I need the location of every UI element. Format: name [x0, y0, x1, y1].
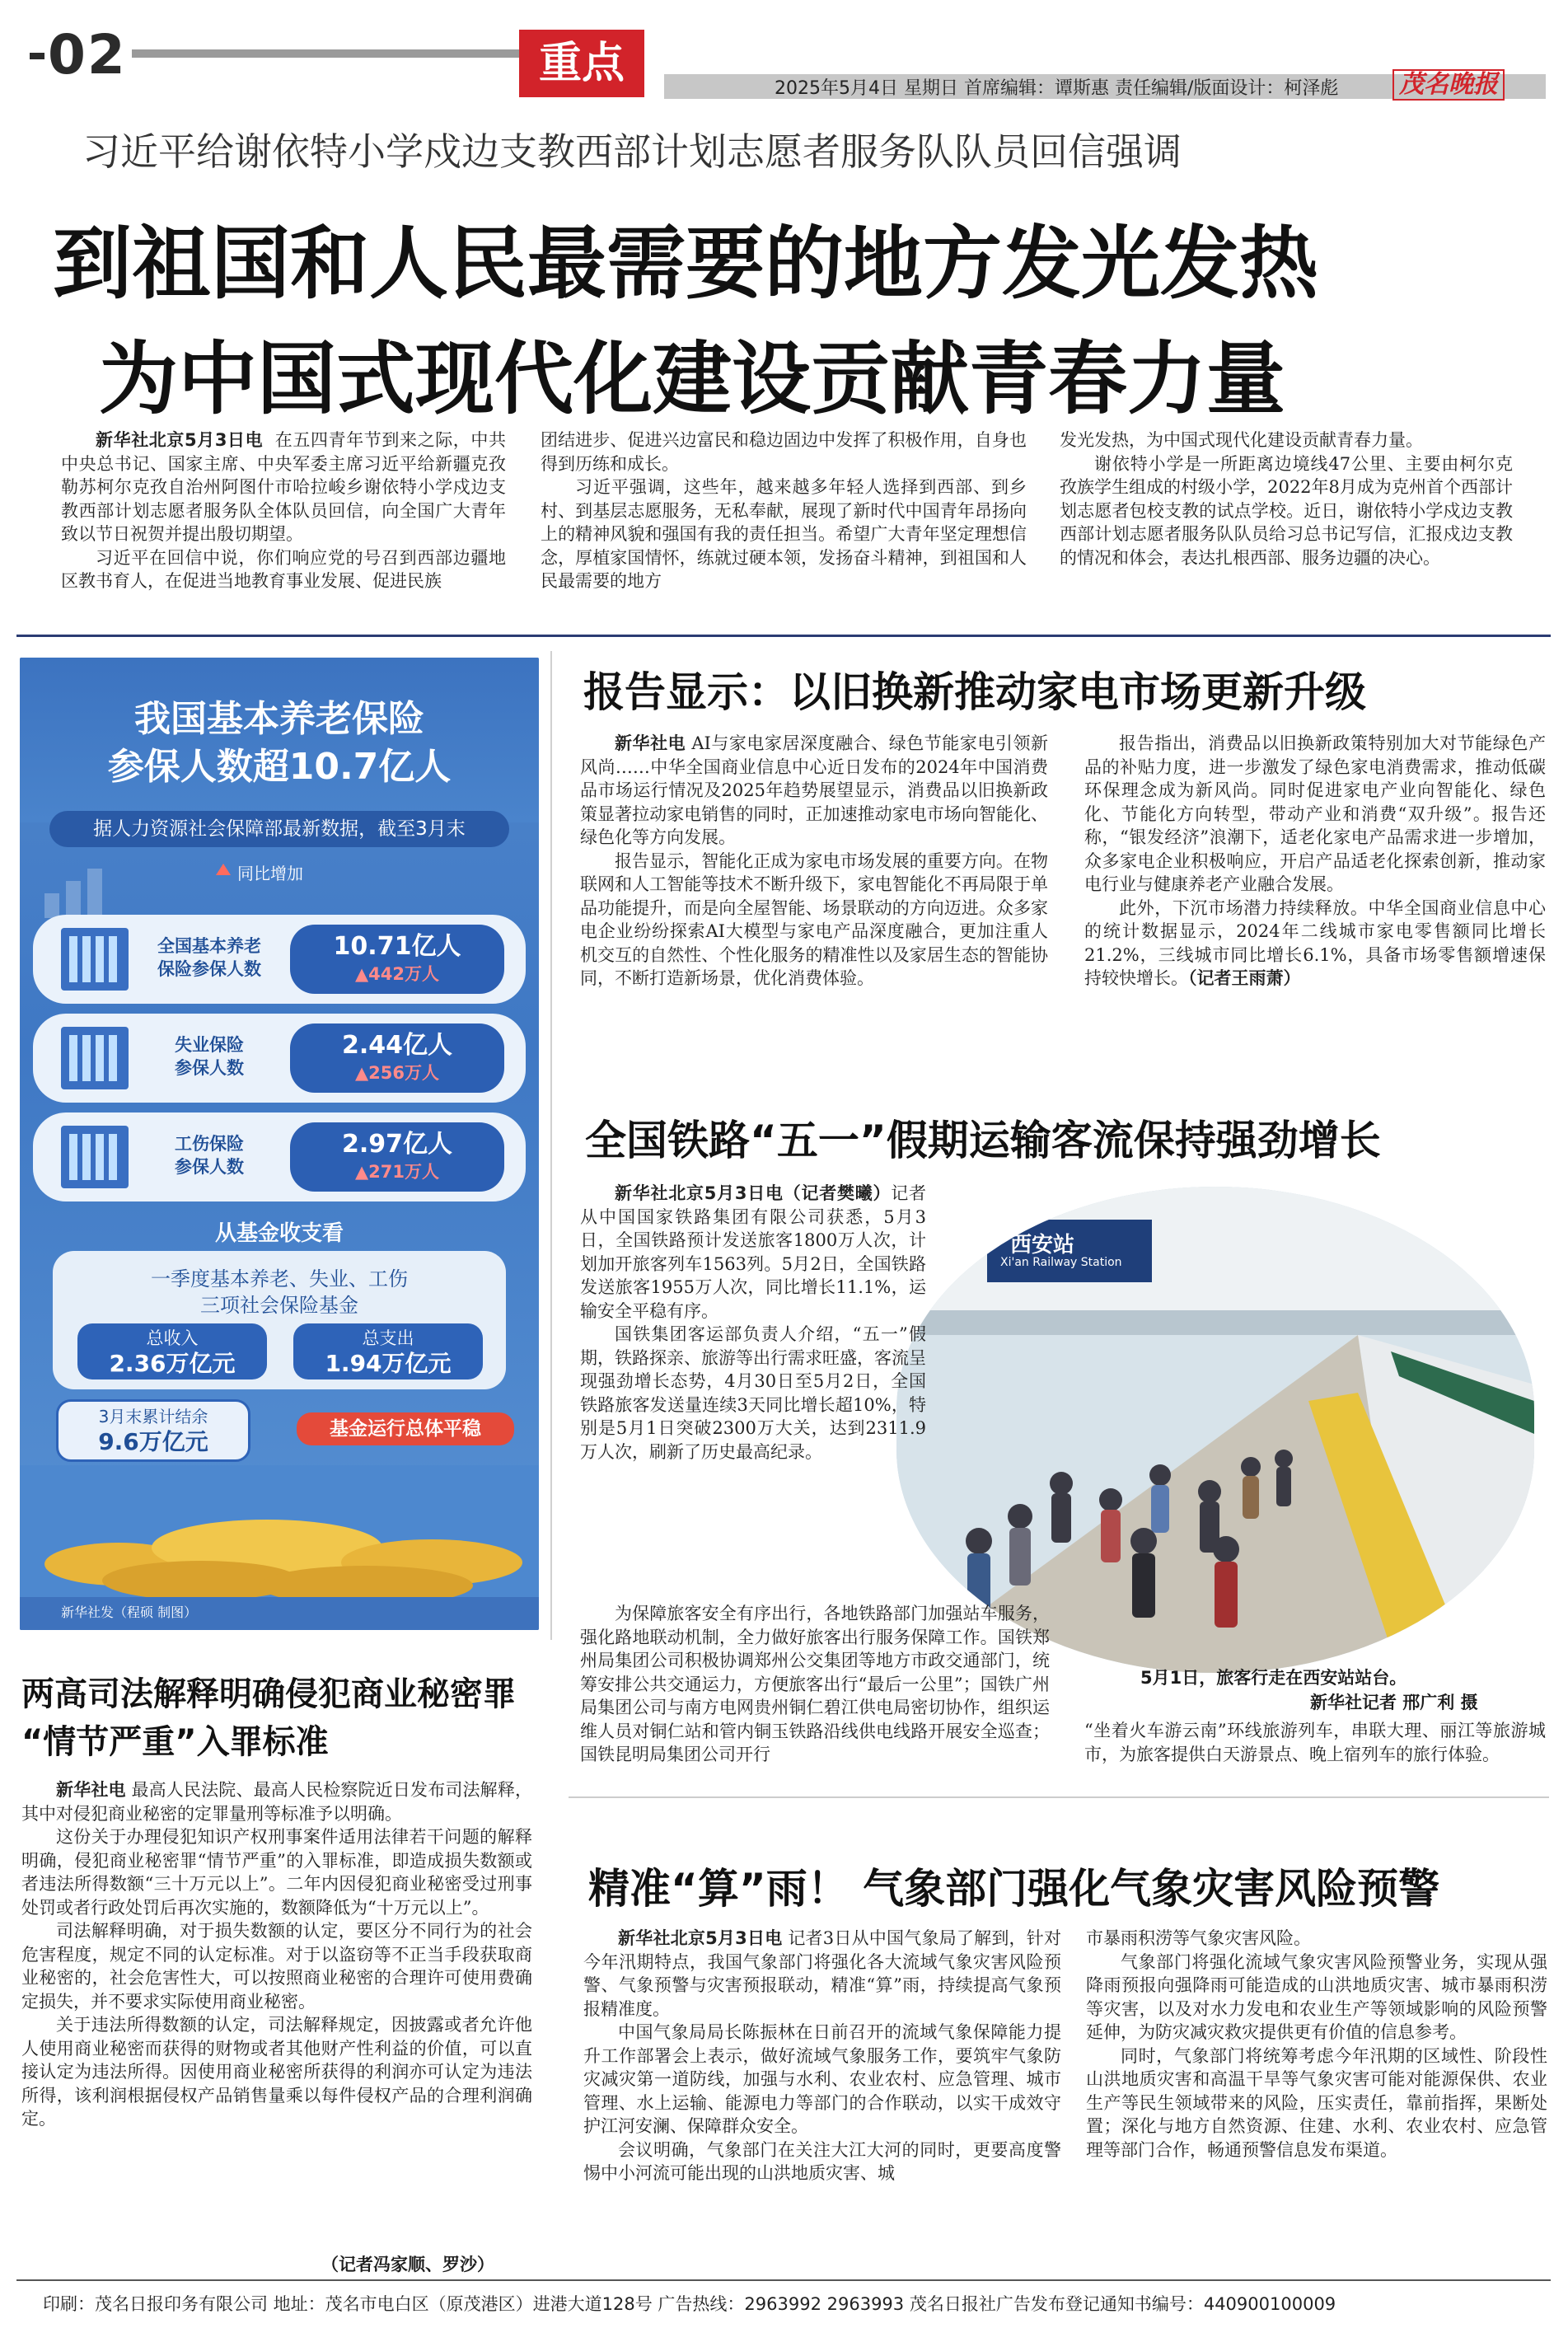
unemployment-value: 2.44亿人 — [341, 1031, 453, 1060]
info-credit: 新华社发（程硕 制图） — [61, 1604, 198, 1620]
weather-para-4: 市暴雨积涝等气象灾害风险。 — [1086, 1928, 1311, 1948]
weather-para-5: 气象部门将强化流域气象灾害风险预警业务，实现从强降雨预报向强降雨可能造成的山洪地质灾害、城市暴雨积涝等灾害，以及对水力发电和农业生产等领域影响的风险预警延伸，为防灾减灾救灾提供更有价值的信息参考。 — [1086, 1951, 1547, 2042]
info-title-1: 我国基本养老保险 — [134, 698, 424, 740]
increase-tag-arrow — [216, 864, 231, 875]
appliance-dateline: 新华社电 — [615, 733, 686, 753]
weather-col-2 — [1086, 1927, 1547, 2162]
trade-secret-para-1: 最高人民法院、最高人民检察院近日发布司法解释，其中对侵犯商业秘密的定罪量刑等标准予以明确。 — [21, 1780, 532, 1824]
building-icon — [61, 1027, 129, 1089]
appliance-para-4: 此外，下沉市场潜力持续释放。中华全国商业信息中心的统计数据显示，2024年二线城市家电零售额同比增长21.2%，三线城市同比增长6.1%，具备市场零售额增速保持较快增长。 — [1084, 897, 1546, 988]
increase-tag: 同比增加 — [237, 864, 303, 883]
unemployment-label-1: 失业保险 — [175, 1035, 244, 1055]
footer-text: 印刷：茂名日报印务有限公司 地址：茂名市电白区（原茂港区）进港大道128号 广告热线：2963992 2963993 茂名日报社广告发布登记通知书编号：440900100009 — [43, 2294, 1336, 2314]
pension-card — [33, 915, 526, 1004]
injury-value: 2.97亿人 — [341, 1130, 453, 1159]
appliance-headline: 报告显示：以旧换新推动家电市场更新升级 — [583, 668, 1366, 716]
injury-label-1: 工伤保险 — [175, 1134, 244, 1154]
appliance-col-1 — [580, 732, 1048, 991]
lead-headline-2: 为中国式现代化建设贡献青春力量 — [99, 333, 1285, 425]
income-value: 2.36万亿元 — [109, 1350, 236, 1377]
injury-card — [33, 1112, 526, 1201]
balance-pill — [56, 1399, 250, 1462]
lead-divider — [16, 635, 1551, 637]
lead-dateline: 新华社北京5月3日电 — [96, 430, 264, 450]
income-label: 总收入 — [146, 1328, 199, 1348]
lead-para-5: 发光发热，为中国式现代化建设贡献青春力量。 — [1060, 430, 1423, 450]
lead-para-2: 习近平在回信中说，你们响应党的号召到西部边疆地区教书育人，在促进当地教育事业发展、促进民族 — [61, 547, 506, 591]
appliance-para-1: AI与家电家居深度融合、绿色节能家电引领新风尚……中华全国商业信息中心近日发布的2024年中国消费品市场运行情况及2025年趋势展望显示，消费品以旧换新政策显著拉动家电销售的同时，正加速推动家电市场向智能化、绿色化等方向发展。 — [580, 733, 1048, 847]
weather-para-2: 中国气象局局长陈振林在日前召开的流域气象保障能力提升工作部署会上表示，做好流域气象服务工作，要筑牢气象防灾减灾第一道防线，加强与水利、农业农村、应急管理、城市管理、水上运输、能源电力等部门的合作联动，以实干成效守护江河安澜、保障群众安全。 — [583, 2022, 1061, 2136]
pension-increase: ▲442万人 — [355, 964, 439, 984]
railway-dateline: 新华社北京5月3日电（记者樊曦） — [615, 1183, 892, 1203]
photo-caption: 5月1日，旅客行走在西安站站台。 — [1140, 1668, 1407, 1688]
railway-para-2: 国铁集团客运部负责人介绍，“五一”假期，铁路探亲、旅游等出行需求旺盛，客流呈现强劲增长态势，4月30日至5月2日，全国铁路旅客发送量连续3天同比增长超10%，特别是5月1日突破2300万大关，达到2311.9万人次，刷新了历史最高纪录。 — [580, 1324, 926, 1462]
lead-col-3 — [1060, 429, 1513, 569]
expense-label: 总支出 — [362, 1328, 414, 1348]
pension-label-2: 保险参保人数 — [157, 959, 261, 979]
info-title-2: 参保人数超10.7亿人 — [107, 746, 452, 788]
unemployment-value-box — [290, 1023, 504, 1093]
page-number-dash — [30, 53, 44, 59]
weather-headline: 精准“算”雨！ 气象部门强化气象灾害风险预警 — [588, 1865, 1440, 1913]
expense-value: 1.94万亿元 — [325, 1350, 452, 1377]
railway-headline: 全国铁路“五一”假期运输客流保持强劲增长 — [585, 1117, 1381, 1164]
pension-infographic — [20, 658, 539, 1630]
weather-col-1 — [583, 1927, 1061, 2185]
station-platform-image — [896, 1187, 1534, 1673]
injury-value-box — [290, 1122, 504, 1192]
appliance-byline: （记者王雨萧） — [1188, 968, 1301, 988]
railway-para-4: “坐着火车游云南”环线旅游列车，串联大理、丽江等旅游城市，为旅客提供白天游景点、晚上宿列车的旅行体验。 — [1084, 1721, 1546, 1764]
lead-para-4: 习近平强调，这些年，越来越多年轻人选择到西部、到乡村、到基层志愿服务，无私奉献，展现了新时代中国青年昂扬向上的精神风貌和强国有我的责任担当。希望广大青年坚定理想信念，厚植家国情怀，练就过硬本领，发扬奋斗精神，到祖国和人民最需要的地方 — [541, 477, 1027, 591]
unemployment-label-2: 参保人数 — [175, 1058, 244, 1078]
column-divider — [550, 651, 552, 1640]
info-bars-decoration — [44, 860, 176, 918]
railway-text-2 — [580, 1602, 1050, 1767]
header-rule-left — [132, 49, 544, 58]
section-tag: 重点 — [519, 30, 644, 97]
page-number: 02 — [48, 23, 127, 87]
weather-dateline: 新华社北京5月3日电 — [618, 1928, 783, 1948]
lead-para-3: 团结进步、促进兴边富民和稳边固边中发挥了积极作用，自身也得到历练和成长。 — [541, 430, 1027, 474]
footer-rule — [16, 2279, 1551, 2281]
weather-para-6: 同时，气象部门将统筹考虑今年汛期的区域性、阶段性山洪地质灾害和高温干旱等气象灾害可能对能源保供、农业生产等民生领域带来的风险，压实责任，靠前指挥，果断处置；深化与地方自然资源、住建、水利、农业农村、应急管理等部门合作，畅通预警信息发布渠道。 — [1086, 2045, 1547, 2160]
pension-label-1: 全国基本养老 — [157, 936, 261, 956]
weather-para-3: 会议明确，气象部门在关注大江大河的同时，更要高度警惕中小河流可能出现的山洪地质灾害、城 — [583, 2139, 1061, 2183]
lead-para-1: 在五四青年节到来之际，中共中央总书记、国家主席、中央军委主席习近平给新疆克孜勒苏柯尔克孜自治州阿图什市哈拉峻乡谢依特小学戍边支教西部计划志愿者服务队全体队员回信，向全国广大青年致以节日祝贺并提出殷切期望。 — [61, 430, 506, 544]
appliance-para-2: 报告显示，智能化正成为家电市场发展的重要方向。在物联网和人工智能等技术不断升级下，家电智能化不再局限于单品功能提升，而是向全屋智能、场景联动的方向迈进。众多家电企业纷纷探索AI大模型与家电产品深度融合，更加注重人机交互的自然性、个性化服务的精准性以及家居生态的智能协同，不断打造新场景，优化消费体验。 — [580, 850, 1048, 988]
fund-heading: 从基金收支看 — [214, 1221, 344, 1246]
trade-secret-byline: （记者冯家顺、罗沙） — [321, 2255, 494, 2274]
trade-secret-para-2: 这份关于办理侵犯知识产权刑事案件适用法律若干问题的解释明确，侵犯商业秘密罪“情节严重”的入罪标准，即造成损失数额或者违法所得数额“三十万元以上”。二年内因侵犯商业秘密受过刑事处罚或者行政处罚后再次实施的，数额降低为“十万元以上”。 — [21, 1827, 532, 1918]
fund-box — [53, 1251, 506, 1389]
lead-col-2 — [541, 429, 1027, 593]
header-info: 2025年5月4日 星期日 首席编辑：谭斯惠 责任编辑/版面设计：柯泽彪 — [775, 78, 1339, 99]
lead-col-1 — [61, 429, 506, 593]
railway-tail — [1084, 1719, 1546, 1766]
trade-secret-dateline: 新华社电 — [56, 1780, 126, 1800]
income-pill — [77, 1323, 267, 1379]
unemployment-increase: ▲256万人 — [355, 1063, 439, 1083]
photo-credit: 新华社记者 邢广利 摄 — [1310, 1693, 1478, 1712]
building-icon — [61, 1126, 129, 1188]
lead-para-6: 谢依特小学是一所距离边境线47公里、主要由柯尔克孜族学生组成的村级小学，2022年8月成为克州首个西部计划志愿者包校支教的试点学校。近日，谢依特小学戍边支教西部计划志愿者服务队队员给习总书记写信，汇报戍边支教的情况和体会，表达扎根西部、服务边疆的决心。 — [1060, 453, 1513, 568]
trade-secret-para-3: 司法解释明确，对于损失数额的认定，要区分不同行为的社会危害程度，规定不同的认定标准。对于以盗窃等不正当手段获取商业秘密的，社会危害性大，可以按照商业秘密的合理许可使用费确定损失，并不要求实际使用商业秘密。 — [21, 1921, 532, 2012]
appliance-para-3: 报告指出，消费品以旧换新政策特别加大对节能绿色产品的补贴力度，进一步激发了绿色家电消费需求，推动低碳环保理念成为新风尚。同时促进家电产业向智能化、绿色化、节能化方向转型，带动产业和消费“双升级”。报告还称，“银发经济”浪潮下，适老化家电产品需求进一步增加，众多家电企业积极响应，开启产品适老化探索创新，推动家电行业与健康养老产业融合发展。 — [1084, 733, 1546, 894]
trade-secret-headline-1: 两高司法解释明确侵犯商业秘密罪 — [21, 1675, 516, 1713]
weather-divider — [569, 1796, 1549, 1798]
balance-value: 9.6万亿元 — [98, 1428, 208, 1455]
injury-label-2: 参保人数 — [175, 1157, 244, 1177]
fund-desc-1: 一季度基本养老、失业、工伤 — [151, 1267, 408, 1290]
unemployment-card — [33, 1014, 526, 1103]
railway-text — [580, 1182, 926, 1464]
lead-headline-1: 到祖国和人民最需要的地方发光发热 — [53, 218, 1318, 310]
station-sign: 西安站 — [1010, 1233, 1075, 1258]
building-icon — [61, 928, 129, 991]
fund-desc-2: 三项社会保险基金 — [200, 1294, 358, 1317]
trade-secret-headline-2: “情节严重”入罪标准 — [21, 1723, 329, 1761]
trade-secret-para-4: 关于违法所得数额的认定，司法解释规定，因披露或者允许他人使用商业秘密而获得的财物或者其他财产性利益的价值，可以直接认定为违法所得。因使用商业秘密所获得的利润亦可认定为违法所得，该利润根据侵权产品销售量乘以每件侵权产品的合理利润确定。 — [21, 2015, 532, 2129]
appliance-col-2 — [1084, 732, 1546, 991]
stable-badge: 基金运行总体平稳 — [297, 1412, 514, 1445]
info-subtitle: 据人力资源社会保障部最新数据，截至3月末 — [49, 811, 509, 847]
brand-logo: 茂名晚报 — [1392, 69, 1505, 101]
trade-secret-body — [21, 1778, 532, 2131]
pension-value-box — [290, 925, 504, 994]
weather-para-1: 记者3日从中国气象局了解到，针对今年汛期特点，我国气象部门将强化各大流域气象灾害风险预警、气象预警与灾害预报联动，精准“算”雨，持续提高气象预报精准度。 — [583, 1928, 1061, 2019]
railway-para-3: 为保障旅客安全有序出行，各地铁路部门加强站车服务，强化路地联动机制，全力做好旅客出行服务保障工作。国铁郑州局集团公司积极协调郑州公交集团等地方市政交通部门，统筹安排公共交通运力，方便旅客出行“最后一公里”；国铁广州局集团公司与南方电网贵州铜仁碧江供电局密切协作，组织运维人员对铜仁站和管内铜玉铁路沿线供电线路开展安全巡查；国铁昆明局集团公司开行 — [580, 1604, 1050, 1764]
balance-label: 3月末累计结余 — [98, 1407, 208, 1426]
injury-increase: ▲271万人 — [355, 1162, 439, 1182]
railway-photo — [896, 1187, 1534, 1673]
expense-pill — [293, 1323, 483, 1379]
railway-para-1: 记者从中国国家铁路集团有限公司获悉，5月3日，全国铁路预计发送旅客1800万人次，计划加开旅客列车1563列。5月2日，全国铁路发送旅客1955万人次，同比增长11.1%，运输安全平稳有序。 — [580, 1183, 927, 1321]
lead-kicker: 习近平给谢依特小学戍边支教西部计划志愿者服务队队员回信强调 — [82, 129, 1182, 174]
pension-value: 10.71亿人 — [333, 932, 461, 961]
station-sign-en: Xi'an Railway Station — [1000, 1256, 1122, 1269]
